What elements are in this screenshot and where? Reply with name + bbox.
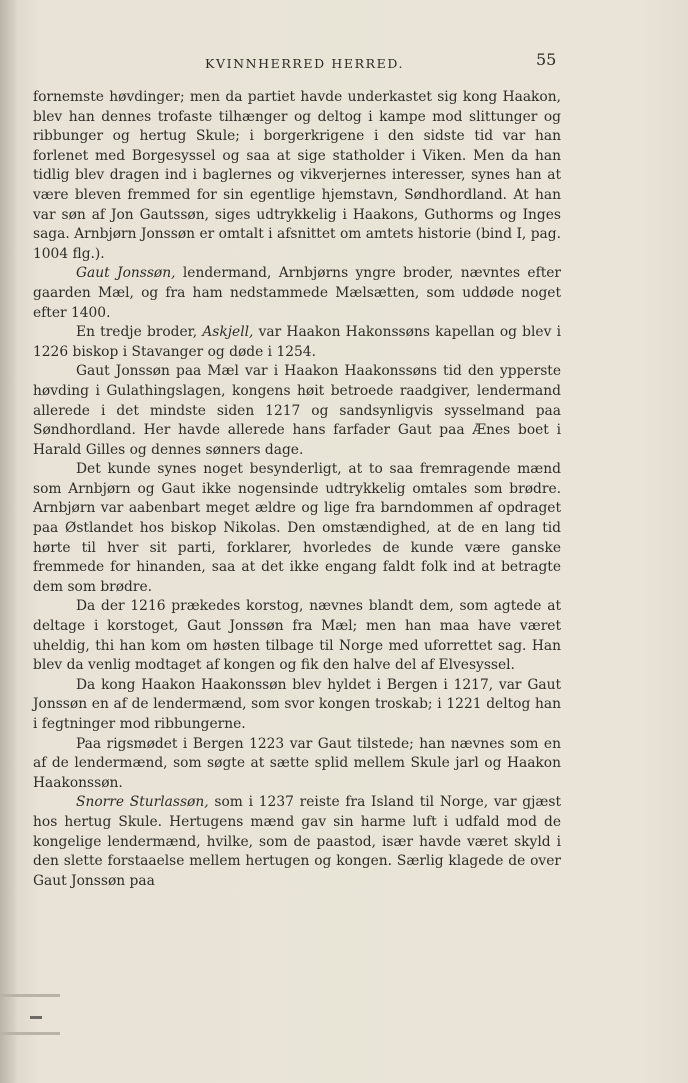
italic-name: Snorre Sturlassøn, [76,794,209,811]
margin-rule [0,994,60,997]
running-head: KVINNHERRED HERRED. [205,56,405,71]
paragraph [33,735,561,794]
body-text [33,88,561,891]
italic-name: Askjell, [202,324,254,341]
paragraph [33,597,561,675]
paragraph [33,460,561,597]
page-header [0,50,688,74]
text-run: lendermand, Arnbjørns yngre broder, nævntes efter gaarden Mæl, og fra ham nedstammede Mælsætten, som uddøde noget efter 1400. [33,265,561,321]
page-number: 55 [536,50,557,69]
text-run: En tredje broder, [76,324,203,341]
paragraph [33,323,561,362]
text-run: som i 1237 reiste fra Island til Norge, var gjæst hos hertug Skule. Hertugens mænd gav sin harme luft i udfald mod de kongelige lendermænd, hvilke, som de paastod, især havde været skyld i den slette forstaaelse mellem hertugen og kongen. Særlig klagede de over Gaut Jonssøn paa [33,794,562,889]
text-run: var Haakon Hakonssøns kapellan og blev i 1226 biskop i Stavanger og døde i 1254. [33,324,561,360]
paragraph [33,362,561,460]
text-run: Paa rigsmødet i Bergen 1223 var Gaut tilstede; han nævnes som en af de lendermænd, som søgte at sætte splid mellem Skule jarl og Haakon Haakonssøn. [33,735,561,791]
text-run: Det kunde synes noget besynderligt, at to saa fremragende mænd som Arnbjørn og Gaut ikke nogensinde udtrykkelig omtales som brødre. Arnbjørn var aabenbart meget ældre og lige fra barndommen af opdraget paa Østlandet hos biskop Nikolas. Den omstændighed, at de en lang tid hørte til hver sit parti, forklarer, hvorledes de kunde være ganske fremmede for hinanden, saa at det ikke engang faldt folk ind at betragte dem som brødre. [33,461,561,595]
paragraph [33,793,561,891]
margin-dash [30,1016,42,1019]
margin-marks [0,988,60,1048]
italic-name: Gaut Jonssøn, [76,265,176,282]
page-gutter-shadow [0,0,18,1083]
text-run: Gaut Jonssøn paa Mæl var i Haakon Haakonssøns tid den ypperste høvding i Gulathingslagen, kongens høit betroede raadgiver, lendermand allerede i det mindste siden 1217 og sandsynligvis sysselmand paa Søndhordland. Her havde allerede hans farfader Gaut paa Ænes boet i Harald Gilles og dennes sønners dage. [33,363,561,458]
paragraph [33,264,561,323]
margin-rule [0,1032,60,1035]
text-run: fornemste høvdinger; men da partiet havde underkastet sig kong Haakon, blev han dennes trofaste tilhænger og deltog i kampe mod slittunger og ribbunger og hertug Skule; i borgerkrigene i den sidste tid var han forlenet med Borgesyssel og saa at sige statholder i Viken. Men da han tidlig blev dragen ind i baglernes og vikverjernes interesser, synes han at være bleven fremmed for sin egentlige hjemstavn, Søndhordland. At han var søn af Jon Gautssøn, siges udtrykkelig i Haakons, Guthorms og Inges saga. Arnbjørn Jonssøn er omtalt i afsnittet om amtets historie (bind I, pag. 1004 flg.). [33,89,561,262]
paragraph [33,676,561,735]
text-run: Da kong Haakon Haakonssøn blev hyldet i Bergen i 1217, var Gaut Jonssøn en af de lendermænd, som svor kongen troskab; i 1221 deltog han i fegtninger mod ribbungerne. [33,676,561,732]
text-run: Da der 1216 prækedes korstog, nævnes blandt dem, som agtede at deltage i korstoget, Gaut Jonssøn fra Mæl; men han maa have været uheldig, thi han kom om høsten tilbage til Norge med uforrettet sag. Han blev da venlig modtaget af kongen og fik den halve del af Elvesyssel. [33,598,561,674]
paragraph [33,88,561,264]
